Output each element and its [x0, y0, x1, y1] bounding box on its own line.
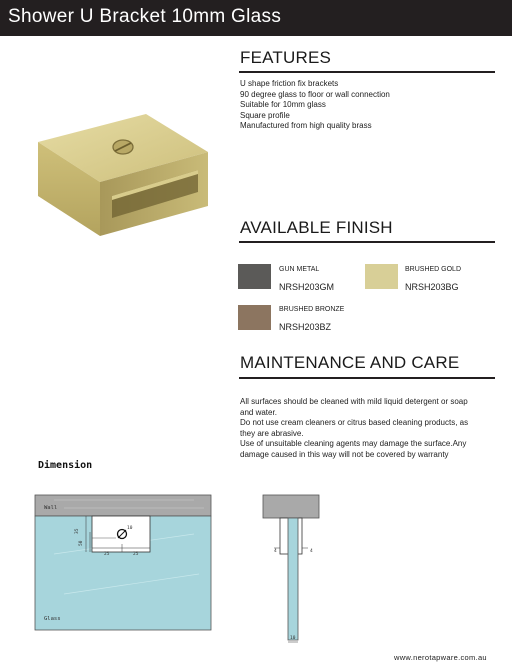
feature-item: Suitable for 10mm glass — [240, 100, 326, 109]
dim-label: 50 — [79, 540, 84, 546]
dim-label: 4 — [274, 549, 277, 554]
page-title: Shower U Bracket 10mm Glass — [8, 6, 282, 27]
feature-item: 90 degree glass to floor or wall connection — [240, 89, 390, 99]
glass-label: Glass — [44, 616, 61, 622]
feature-item: Square profile — [240, 110, 290, 120]
dim-label: 10 — [290, 636, 296, 641]
maintenance-line: and water. — [240, 407, 277, 417]
finish-name-brushed-bronze: BRUSHED BRONZE — [279, 306, 345, 313]
product-image — [28, 110, 218, 250]
dim-label: 25 — [104, 552, 110, 557]
dimension-heading: Dimension — [38, 460, 93, 471]
footer-website[interactable]: www.nerotapware.com.au — [394, 653, 487, 662]
wall-label: Wall — [44, 505, 58, 511]
dim-label: 25 — [133, 552, 139, 557]
swatch-brushed-gold — [365, 264, 398, 289]
wall-block — [263, 495, 319, 518]
maintenance-line: Do not use cream cleaners or citrus based cleaning products, as — [240, 418, 469, 428]
features-list — [240, 79, 390, 132]
features-rule — [239, 71, 495, 73]
dim-label: 10 — [127, 526, 133, 531]
finish-code-brushed-gold: NRSH203BG — [405, 282, 459, 292]
maintenance-heading: MAINTENANCE AND CARE — [240, 353, 460, 372]
wall-block — [35, 495, 211, 516]
finish-rule — [239, 241, 495, 243]
swatch-brushed-bronze — [238, 305, 271, 330]
side-dimension-drawing — [262, 494, 322, 646]
maintenance-line: they are abrasive. — [240, 428, 304, 438]
feature-item: Manufactured from high quality brass — [240, 121, 372, 130]
finish-code-gun-metal: NRSH203GM — [279, 282, 335, 292]
glass-edge — [288, 518, 298, 640]
finish-heading: AVAILABLE FINISH — [240, 218, 393, 237]
maintenance-text — [240, 397, 468, 461]
maintenance-line: damage caused in this way will not be covered by warranty — [240, 449, 449, 459]
maintenance-line: All surfaces should be cleaned with mild liquid detergent or soap — [240, 397, 468, 406]
finish-name-brushed-gold: BRUSHED GOLD — [405, 266, 462, 273]
feature-item: U shape friction fix brackets — [240, 79, 339, 88]
maintenance-line: Use of unsuitable cleaning agents may damage the surface.Any — [240, 439, 467, 449]
dim-label: 35 — [75, 528, 80, 534]
maintenance-rule — [239, 377, 495, 379]
finish-code-brushed-bronze: NRSH203BZ — [279, 322, 332, 332]
swatch-gun-metal — [238, 264, 271, 289]
finish-name-gun-metal: GUN METAL — [279, 266, 320, 273]
front-dimension-drawing — [34, 494, 214, 634]
dim-label: 4 — [310, 549, 313, 554]
features-heading: FEATURES — [240, 48, 332, 67]
